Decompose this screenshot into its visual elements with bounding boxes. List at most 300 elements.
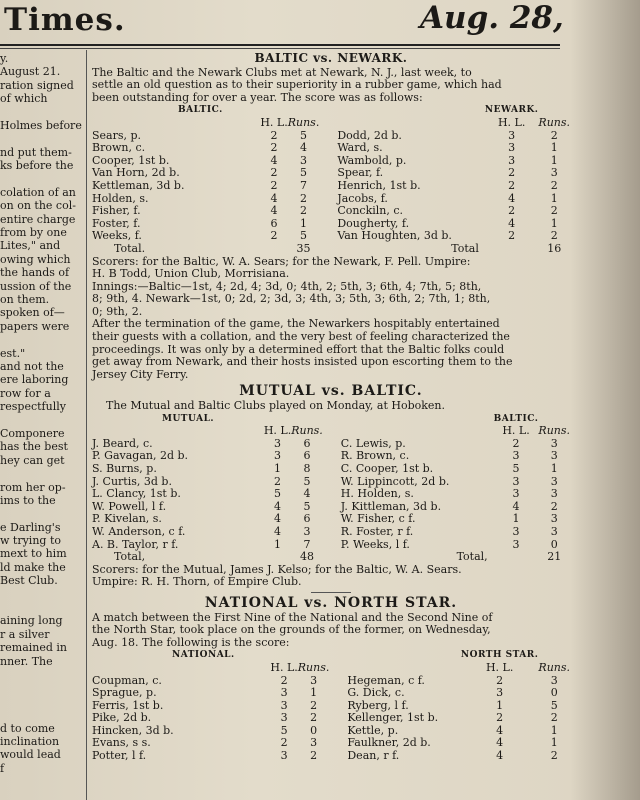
- runs-a: 5: [303, 499, 311, 513]
- player-name-b: P. Weeks, l f.: [340, 537, 410, 551]
- masthead-rule-thin: [0, 48, 560, 49]
- player-name-b: Jacobs, f.: [337, 191, 388, 205]
- game3-team-a: NATIONAL.: [172, 650, 235, 661]
- game2-col-runs: Runs.: [291, 424, 323, 438]
- spacer: [329, 725, 347, 738]
- left-column-line: entire charge: [0, 212, 76, 226]
- runs-a: 5: [303, 474, 311, 488]
- hands-lost-a: 3: [280, 686, 288, 700]
- table-row: [92, 450, 570, 463]
- player-name-a: J. Curtis, 3d b.: [92, 474, 172, 488]
- player-name-b: Ryberg, l f.: [347, 698, 409, 712]
- left-column-line: colation of an: [0, 185, 76, 199]
- runs-b: 1: [550, 723, 558, 737]
- game2-total-b-label: Total,: [456, 550, 488, 564]
- hands-lost-b: 3: [512, 449, 520, 463]
- hands-lost-a: 1: [274, 537, 281, 551]
- player-name-a: Sears, p.: [92, 128, 142, 142]
- hands-lost-b: 3: [512, 537, 520, 551]
- player-name-a: Potter, l f.: [92, 749, 147, 763]
- masthead-date: Aug. 28,: [420, 0, 564, 36]
- spacer: [319, 230, 337, 243]
- spacer: [323, 539, 341, 552]
- hands-lost-a: 4: [270, 153, 278, 167]
- game1-after-line: their guests with a collation, and the very best of feeling characterized the: [92, 330, 510, 344]
- game1-intro-line: The Baltic and the Newark Clubs met at Newark, N. J., last week, to: [92, 65, 472, 79]
- left-column-line: [0, 588, 84, 601]
- runs-b: 1: [550, 216, 558, 230]
- left-column-line: remained in: [0, 641, 68, 655]
- game1-intro-line: been outstanding for over a year. The score was as follows:: [92, 90, 423, 104]
- runs-b: 2: [550, 229, 558, 243]
- player-name-a: Fisher, f.: [92, 204, 141, 218]
- left-column-line: ks before the: [0, 159, 74, 173]
- left-column-line: [0, 173, 84, 186]
- left-column-line: row for a: [0, 386, 51, 400]
- left-column-line: nd put them-: [0, 145, 72, 159]
- left-column-line: ims to the: [0, 493, 56, 507]
- runs-a: 0: [310, 723, 318, 737]
- game2-intro: The Mutual and Baltic Clubs played on Monday, at Hoboken.: [106, 399, 446, 413]
- game1-after-line: 8; 9th, 4. Newark—1st, 0; 2d, 2; 3d, 3; 4th, 3; 5th, 3; 6th, 2; 7th, 1; 8th,: [92, 292, 491, 306]
- player-name-b: Wambold, p.: [337, 153, 407, 167]
- section-divider: [311, 592, 351, 593]
- left-column-line: on on the col-: [0, 199, 76, 213]
- hands-lost-b: 3: [512, 487, 520, 501]
- hands-lost-a: 2: [270, 141, 278, 155]
- player-name-b: Kettle, p.: [347, 723, 399, 737]
- player-name-a: J. Beard, c.: [92, 436, 153, 450]
- hands-lost-a: 5: [274, 487, 281, 501]
- runs-b: 3: [550, 673, 558, 687]
- player-name-b: Hegeman, c f.: [347, 673, 425, 687]
- left-column-line: papers were: [0, 319, 70, 333]
- spacer: [329, 712, 347, 725]
- spacer: [323, 463, 341, 476]
- game3-col-hl-b: H. L.: [485, 660, 514, 674]
- left-column-line: w trying to: [0, 534, 61, 548]
- player-name-b: Ward, s.: [337, 141, 383, 155]
- player-name-b: Faulkner, 2d b.: [347, 736, 431, 750]
- spacer: [323, 488, 341, 501]
- game2-col-hl: H. L.: [263, 424, 292, 438]
- game1-after-line: proceedings. It was only by a determined effort that the Baltic folks could: [92, 342, 505, 356]
- game1-after-line: After the termination of the game, the Newarkers hospitably entertained: [92, 317, 500, 331]
- runs-a: 5: [300, 128, 308, 142]
- table-row: [92, 750, 570, 763]
- game2-team-b: BALTIC.: [493, 413, 539, 424]
- player-name-b: J. Kittleman, 3d b.: [340, 499, 442, 513]
- game1-intro-line: settle an old question as to their superiority in a rubber game, which had: [92, 78, 502, 92]
- runs-b: 0: [550, 537, 558, 551]
- hands-lost-b: 3: [512, 524, 520, 538]
- game1-col-hl: H. L.: [260, 115, 288, 129]
- left-column-line: would lead: [0, 748, 61, 762]
- runs-a: 4: [303, 487, 311, 501]
- left-column-line: ere laboring: [0, 373, 69, 387]
- table-row: [92, 463, 570, 476]
- game2-heading: MUTUAL vs. BALTIC.: [239, 383, 423, 400]
- hands-lost-b: 2: [508, 204, 516, 218]
- game1-col-runs-b: Runs.: [538, 115, 570, 129]
- left-column-line: r a silver: [0, 627, 50, 641]
- hands-lost-b: 2: [508, 166, 516, 180]
- left-column-line: [0, 708, 84, 721]
- left-column-text: [0, 52, 84, 775]
- player-name-a: Pike, 2d b.: [92, 711, 152, 725]
- player-name-a: Brown, c.: [92, 141, 146, 155]
- hands-lost-b: 1: [496, 698, 504, 712]
- game1-col-runs: Runs.: [287, 115, 320, 129]
- hands-lost-a: 3: [280, 711, 288, 725]
- hands-lost-a: 2: [270, 128, 278, 142]
- spacer: [323, 526, 341, 539]
- runs-b: 2: [550, 711, 558, 725]
- hands-lost-b: 4: [512, 499, 520, 513]
- player-name-a: P. Gavagan, 2d b.: [92, 449, 189, 463]
- left-column-line: Componere: [0, 426, 65, 440]
- runs-b: 3: [550, 524, 558, 538]
- table-row: [92, 539, 570, 552]
- runs-a: 6: [303, 436, 311, 450]
- hands-lost-a: 2: [280, 673, 288, 687]
- hands-lost-b: 3: [496, 686, 504, 700]
- hands-lost-a: 3: [274, 436, 281, 450]
- spacer: [319, 193, 337, 206]
- game2-total-a-label: Total,: [114, 550, 146, 564]
- left-column-line: spoken of—: [0, 306, 65, 320]
- left-column-line: ration signed: [0, 78, 74, 92]
- spacer: [329, 675, 347, 688]
- left-column-line: [0, 132, 84, 145]
- spacer: [319, 142, 337, 155]
- game1-after-line: H. B Todd, Union Club, Morrisiana.: [92, 267, 290, 281]
- hands-lost-a: 2: [280, 736, 288, 750]
- left-column-line: inclination: [0, 734, 60, 748]
- game1-total-b: 16: [547, 241, 562, 255]
- player-name-a: A. B. Taylor, r f.: [92, 537, 179, 551]
- hands-lost-b: 4: [508, 216, 516, 230]
- game3-col-runs: Runs.: [297, 660, 330, 674]
- game3-intro-line: A match between the First Nine of the National and the Second Nine of: [92, 610, 493, 624]
- hands-lost-a: 2: [270, 178, 278, 192]
- hands-lost-b: 2: [512, 436, 520, 450]
- runs-b: 2: [550, 128, 558, 142]
- game3-intro-line: the North Star, took place on the grounds of the former, on Wednesday,: [92, 623, 491, 637]
- left-column-line: Holmes before: [0, 118, 82, 132]
- left-column-line: and not the: [0, 359, 64, 373]
- player-name-b: Van Houghten, 3d b.: [337, 229, 452, 243]
- game2-box-score: [92, 413, 570, 564]
- player-name-b: Spear, f.: [337, 166, 384, 180]
- left-column-line: y.: [0, 52, 9, 65]
- masthead-rule: [0, 44, 560, 46]
- runs-a: 7: [303, 537, 311, 551]
- runs-b: 5: [550, 698, 558, 712]
- left-column-line: aining long: [0, 614, 63, 628]
- runs-a: 6: [303, 449, 311, 463]
- left-column-line: rom her op-: [0, 480, 66, 494]
- runs-a: 4: [300, 141, 308, 155]
- column-divider: [86, 50, 87, 800]
- runs-b: 3: [550, 474, 558, 488]
- game1-intro: [92, 67, 570, 105]
- game1-after-line: get away from Newark, and their hosts insisted upon escorting them to the: [92, 355, 513, 369]
- spacer: [329, 687, 347, 700]
- table-row: [92, 180, 570, 193]
- runs-a: 2: [310, 749, 318, 763]
- player-name-a: Hincken, 3d b.: [92, 723, 174, 737]
- hands-lost-a: 2: [270, 229, 278, 243]
- game3-heading: NATIONAL vs. NORTH STAR.: [204, 594, 458, 611]
- game2-after-text: [92, 564, 570, 589]
- left-column-line: [0, 668, 84, 681]
- hands-lost-a: 5: [280, 723, 288, 737]
- runs-a: 3: [303, 524, 311, 538]
- runs-b: 3: [550, 449, 558, 463]
- player-name-a: Evans, s s.: [92, 736, 151, 750]
- player-name-b: Dougherty, f.: [337, 216, 410, 230]
- runs-b: 1: [550, 153, 558, 167]
- runs-a: 8: [303, 462, 311, 475]
- hands-lost-a: 4: [274, 499, 281, 513]
- hands-lost-b: 4: [496, 749, 504, 763]
- left-column-line: est.": [0, 346, 26, 360]
- hands-lost-b: 2: [496, 711, 504, 725]
- hands-lost-b: 3: [512, 474, 520, 488]
- game3-box-score: [92, 649, 570, 762]
- game1-after-line: Scorers: for the Baltic, W. A. Sears; for the Newark, F. Pell. Umpire:: [92, 254, 471, 268]
- player-name-a: Coupman, c.: [92, 673, 162, 687]
- left-column-line: [0, 681, 84, 694]
- runs-a: 5: [300, 229, 308, 243]
- runs-a: 5: [300, 166, 308, 180]
- left-column-line: Best Club.: [0, 574, 58, 588]
- spacer: [323, 476, 341, 489]
- table-row: [92, 218, 570, 231]
- hands-lost-a: 1: [274, 462, 281, 475]
- runs-a: 3: [310, 673, 318, 687]
- spacer: [319, 180, 337, 193]
- game2-team-a: MUTUAL.: [162, 413, 215, 424]
- hands-lost-a: 4: [270, 204, 278, 218]
- game1-team-b: NEWARK.: [484, 105, 539, 116]
- left-column-line: August 21.: [0, 65, 61, 79]
- spacer: [319, 218, 337, 231]
- left-column-line: on them.: [0, 293, 50, 307]
- hands-lost-b: 4: [496, 736, 504, 750]
- game3-col-hl: H. L.: [270, 660, 298, 674]
- left-column-line: [0, 414, 84, 427]
- hands-lost-a: 4: [274, 524, 281, 538]
- runs-b: 2: [550, 749, 558, 763]
- hands-lost-a: 2: [270, 166, 278, 180]
- table-row: [92, 526, 570, 539]
- runs-a: 1: [300, 216, 308, 230]
- spacer: [323, 501, 341, 514]
- game1-after-text: [92, 256, 570, 382]
- hands-lost-b: 1: [512, 512, 520, 526]
- left-column-line: [0, 601, 84, 614]
- player-name-a: P. Kivelan, s.: [92, 512, 162, 526]
- hands-lost-a: 3: [274, 449, 281, 463]
- game1-col-hl-b: H. L.: [497, 115, 526, 129]
- game3-team-b: NORTH STAR.: [460, 650, 539, 661]
- player-name-b: W. Lippincott, 2d b.: [340, 474, 450, 488]
- game1-after-line: Jersey City Ferry.: [92, 367, 189, 381]
- game2-total-a: 48: [300, 550, 314, 564]
- player-name-a: Kettleman, 3d b.: [92, 178, 185, 192]
- player-name-b: H. Holden, s.: [340, 487, 414, 501]
- game1-after-line: 0; 9th, 2.: [92, 304, 143, 318]
- player-name-a: Ferris, 1st b.: [92, 698, 164, 712]
- table-row: [92, 501, 570, 514]
- runs-b: 3: [550, 512, 558, 526]
- runs-a: 1: [310, 686, 318, 700]
- spacer: [319, 155, 337, 168]
- left-column-line: [0, 695, 84, 708]
- runs-b: 1: [550, 191, 558, 205]
- table-row: [92, 130, 570, 143]
- player-name-a: Cooper, 1st b.: [92, 153, 170, 167]
- left-column-line: f: [0, 761, 5, 775]
- game3-intro: [92, 612, 570, 650]
- left-column-line: from by one: [0, 226, 67, 240]
- left-column-line: [0, 467, 84, 480]
- hands-lost-a: 3: [280, 749, 288, 763]
- spacer: [319, 205, 337, 218]
- left-column-line: e Darling's: [0, 520, 61, 534]
- game3-col-runs-b: Runs.: [538, 660, 570, 674]
- game1-team-a: BALTIC.: [178, 105, 223, 116]
- player-name-b: Dean, r f.: [347, 749, 400, 763]
- runs-b: 2: [550, 204, 558, 218]
- game1-after-line: Innings:—Baltic—1st, 4; 2d, 4; 3d, 0; 4th, 2; 5th, 3; 6th, 4; 7th, 5; 8th,: [92, 279, 482, 293]
- player-name-b: Kellenger, 1st b.: [347, 711, 439, 725]
- left-column-line: owing which: [0, 252, 71, 266]
- left-column-line: ld make the: [0, 560, 66, 574]
- player-name-b: Dodd, 2d b.: [337, 128, 402, 142]
- runs-a: 3: [300, 153, 308, 167]
- table-row: [92, 488, 570, 501]
- table-row: [92, 205, 570, 218]
- player-name-b: Henrich, 1st b.: [337, 178, 421, 192]
- table-row: [92, 712, 570, 725]
- runs-b: 1: [550, 736, 558, 750]
- player-name-b: R. Brown, c.: [340, 449, 410, 463]
- runs-b: 3: [550, 166, 558, 180]
- table-row: [92, 230, 570, 243]
- game2-after-line: Umpire: R. H. Thorn, of Empire Club.: [92, 575, 302, 589]
- hands-lost-a: 2: [274, 474, 281, 488]
- game2-col-runs-b: Runs.: [538, 424, 570, 438]
- masthead-title: Times.: [4, 2, 126, 38]
- table-row: [92, 687, 570, 700]
- runs-b: 0: [550, 686, 558, 700]
- left-column-line: [0, 106, 84, 119]
- runs-a: 2: [310, 698, 318, 712]
- game1-total-a-label: Total.: [114, 241, 146, 255]
- runs-b: 2: [550, 178, 558, 192]
- left-column-line: [0, 507, 84, 520]
- runs-a: 3: [310, 736, 318, 750]
- table-row: [92, 193, 570, 206]
- left-column-line: nner. The: [0, 654, 53, 668]
- hands-lost-b: 2: [508, 229, 516, 243]
- hands-lost-b: 2: [496, 673, 504, 687]
- hands-lost-a: 4: [274, 512, 281, 526]
- runs-a: 2: [300, 204, 308, 218]
- hands-lost-a: 4: [270, 191, 278, 205]
- hands-lost-b: 5: [512, 462, 520, 475]
- left-column-line: Lites," and: [0, 239, 61, 253]
- player-name-b: Conckiln, c.: [337, 204, 404, 218]
- runs-b: 3: [550, 487, 558, 501]
- spacer: [319, 167, 337, 180]
- masthead: [0, 0, 640, 46]
- runs-b: 1: [550, 462, 558, 475]
- hands-lost-a: 3: [280, 698, 288, 712]
- left-column-line: mext to him: [0, 547, 67, 561]
- player-name-a: W. Powell, l f.: [92, 499, 167, 513]
- hands-lost-b: 3: [508, 141, 516, 155]
- player-name-a: Holden, s.: [92, 191, 149, 205]
- hands-lost-b: 3: [508, 128, 516, 142]
- spacer: [323, 513, 341, 526]
- player-name-b: R. Foster, r f.: [340, 524, 414, 538]
- player-name-b: W. Fisher, c f.: [340, 512, 416, 526]
- spacer: [323, 438, 341, 451]
- player-name-a: Van Horn, 2d b.: [92, 166, 180, 180]
- runs-b: 2: [550, 499, 558, 513]
- left-column-line: ussion of the: [0, 279, 72, 293]
- game1-total-a: 35: [296, 241, 311, 255]
- left-column-line: [0, 333, 84, 346]
- hands-lost-b: 4: [496, 723, 504, 737]
- table-row: [92, 142, 570, 155]
- spacer: [329, 750, 347, 763]
- left-column-line: of which: [0, 92, 48, 106]
- player-name-b: C. Lewis, p.: [340, 436, 406, 450]
- main-column: [92, 50, 570, 763]
- runs-a: 2: [300, 191, 308, 205]
- left-column-line: the hands of: [0, 266, 70, 280]
- runs-a: 6: [303, 512, 311, 526]
- player-name-b: G. Dick, c.: [347, 686, 405, 700]
- game1-heading: BALTIC vs. NEWARK.: [254, 51, 408, 65]
- spacer: [329, 700, 347, 713]
- page-edge-shadow: [570, 0, 640, 800]
- player-name-a: L. Clancy, 1st b.: [92, 487, 181, 501]
- player-name-a: Sprague, p.: [92, 686, 157, 700]
- left-column-line: hey can get: [0, 453, 65, 467]
- runs-a: 2: [310, 711, 318, 725]
- hands-lost-a: 6: [270, 216, 278, 230]
- spacer: [319, 130, 337, 143]
- player-name-a: S. Burns, p.: [92, 462, 157, 475]
- game1-total-b-label: Total: [451, 241, 479, 255]
- spacer: [323, 450, 341, 463]
- player-name-a: Foster, f.: [92, 216, 141, 230]
- runs-a: 7: [300, 178, 308, 192]
- runs-b: 1: [550, 141, 558, 155]
- left-column-line: respectfully: [0, 400, 66, 414]
- runs-b: 3: [550, 436, 558, 450]
- game2-col-hl-b: H. L.: [502, 424, 530, 438]
- game1-box-score: [92, 104, 570, 255]
- hands-lost-b: 2: [508, 178, 516, 192]
- game3-intro-line: Aug. 18. The following is the score:: [92, 635, 290, 649]
